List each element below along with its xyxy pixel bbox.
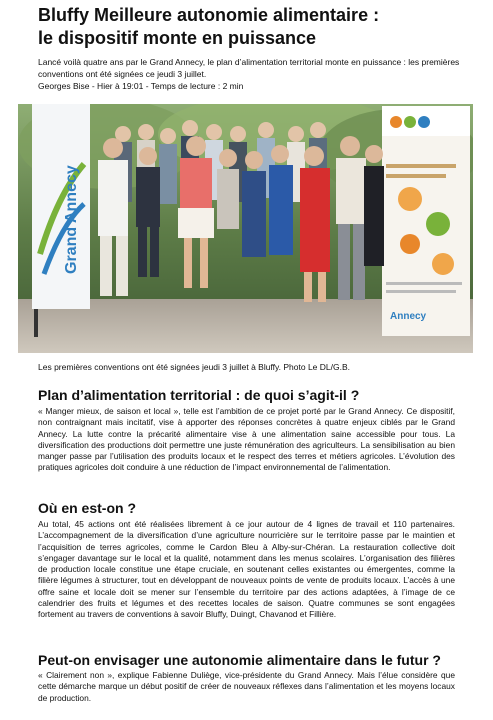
article-title-line-2: le dispositif monte en puissance (38, 28, 317, 48)
article-title (38, 4, 468, 50)
section-body-plan: « Manger mieux, de saison et local », telle est l’ambition de ce projet porté par le Grand Annecy. Ce dispositif, non contraignant mais incitatif, vise à apporter des réponses concrètes à quatre enjeux ciblés par le Grand Annecy. La lutte contre la précarité alimentaire vise à une alimentation saine accessible pour tous. La diversification des productions doit permettre une juste rémunération des agriculteurs. La sensibilisation au bien manger passe par l’utilisation des produits locaux et le respect des terres et métiers agricoles. L’évolution des pratiques agricoles doit conduire à une réduction de l’impact environnemental de l’alimentation. (38, 406, 455, 473)
section-heading-future: Peut-on envisager une autonomie alimentaire dans le futur ? (38, 652, 441, 668)
right-banner-text: Annecy (390, 311, 427, 322)
left-banner (32, 104, 90, 337)
article-byline: Georges Bise - Hier à 19:01 - Temps de lecture : 2 min (38, 81, 244, 91)
left-banner-text: Grand Annecy (63, 165, 80, 274)
right-banner (382, 106, 470, 336)
section-body-future: « Clairement non », explique Fabienne Duliège, vice-présidente du Grand Annecy. Mais l’élue considère que cette démarche marque un début positif de créer de nouveaux réflexes dans l’alimentation et les moyens locaux de production. (38, 670, 455, 703)
section-heading-progress: Où en est-on ? (38, 500, 136, 516)
section-body-progress: Au total, 45 actions ont été réalisées librement à ce jour autour de 4 lignes de travail et 110 partenaires. L’accompagnement de la diversification d’une agriculture nourricière sur le territoire passe par le maintien et l’acquisition de terres agricoles, comme le Cardon Bleu à Alby-sur-Chéran. La restauration collective doit s’engager davantage sur le local et la qualité, notamment dans les menus scolaires. L’organisation des filières de production locale constitue une étape cruciale, en soutenant celles existantes ou émergentes, comme la filière légumes à structurer, tout en développant de nouveaux points de vente de produits locaux. L’accès à une offre saine et locale doit se mener sur l’ensemble du territoire par des actions adaptées, à l’image de ce calendrier des fruits et légumes et des recettes locales de saison. Quatre communes se sont engagées fortement au travers de conventions à savoir Bluffy, Duingt, Chavanod et Fillière. (38, 519, 455, 620)
article-lead: Lancé voilà quatre ans par le Grand Annecy, le plan d’alimentation territorial monte en puissance : les premières conventions ont été signées ce jeudi 3 juillet. (38, 57, 460, 79)
section-heading-plan: Plan d’alimentation territorial : de quoi s’agit-il ? (38, 387, 360, 403)
article-title-line-1: Bluffy Meilleure autonomie alimentaire : (38, 5, 380, 25)
article-photo (18, 104, 473, 353)
photo-caption: Les premières conventions ont été signées jeudi 3 juillet à Bluffy. Photo Le DL/G.B. (38, 362, 351, 372)
